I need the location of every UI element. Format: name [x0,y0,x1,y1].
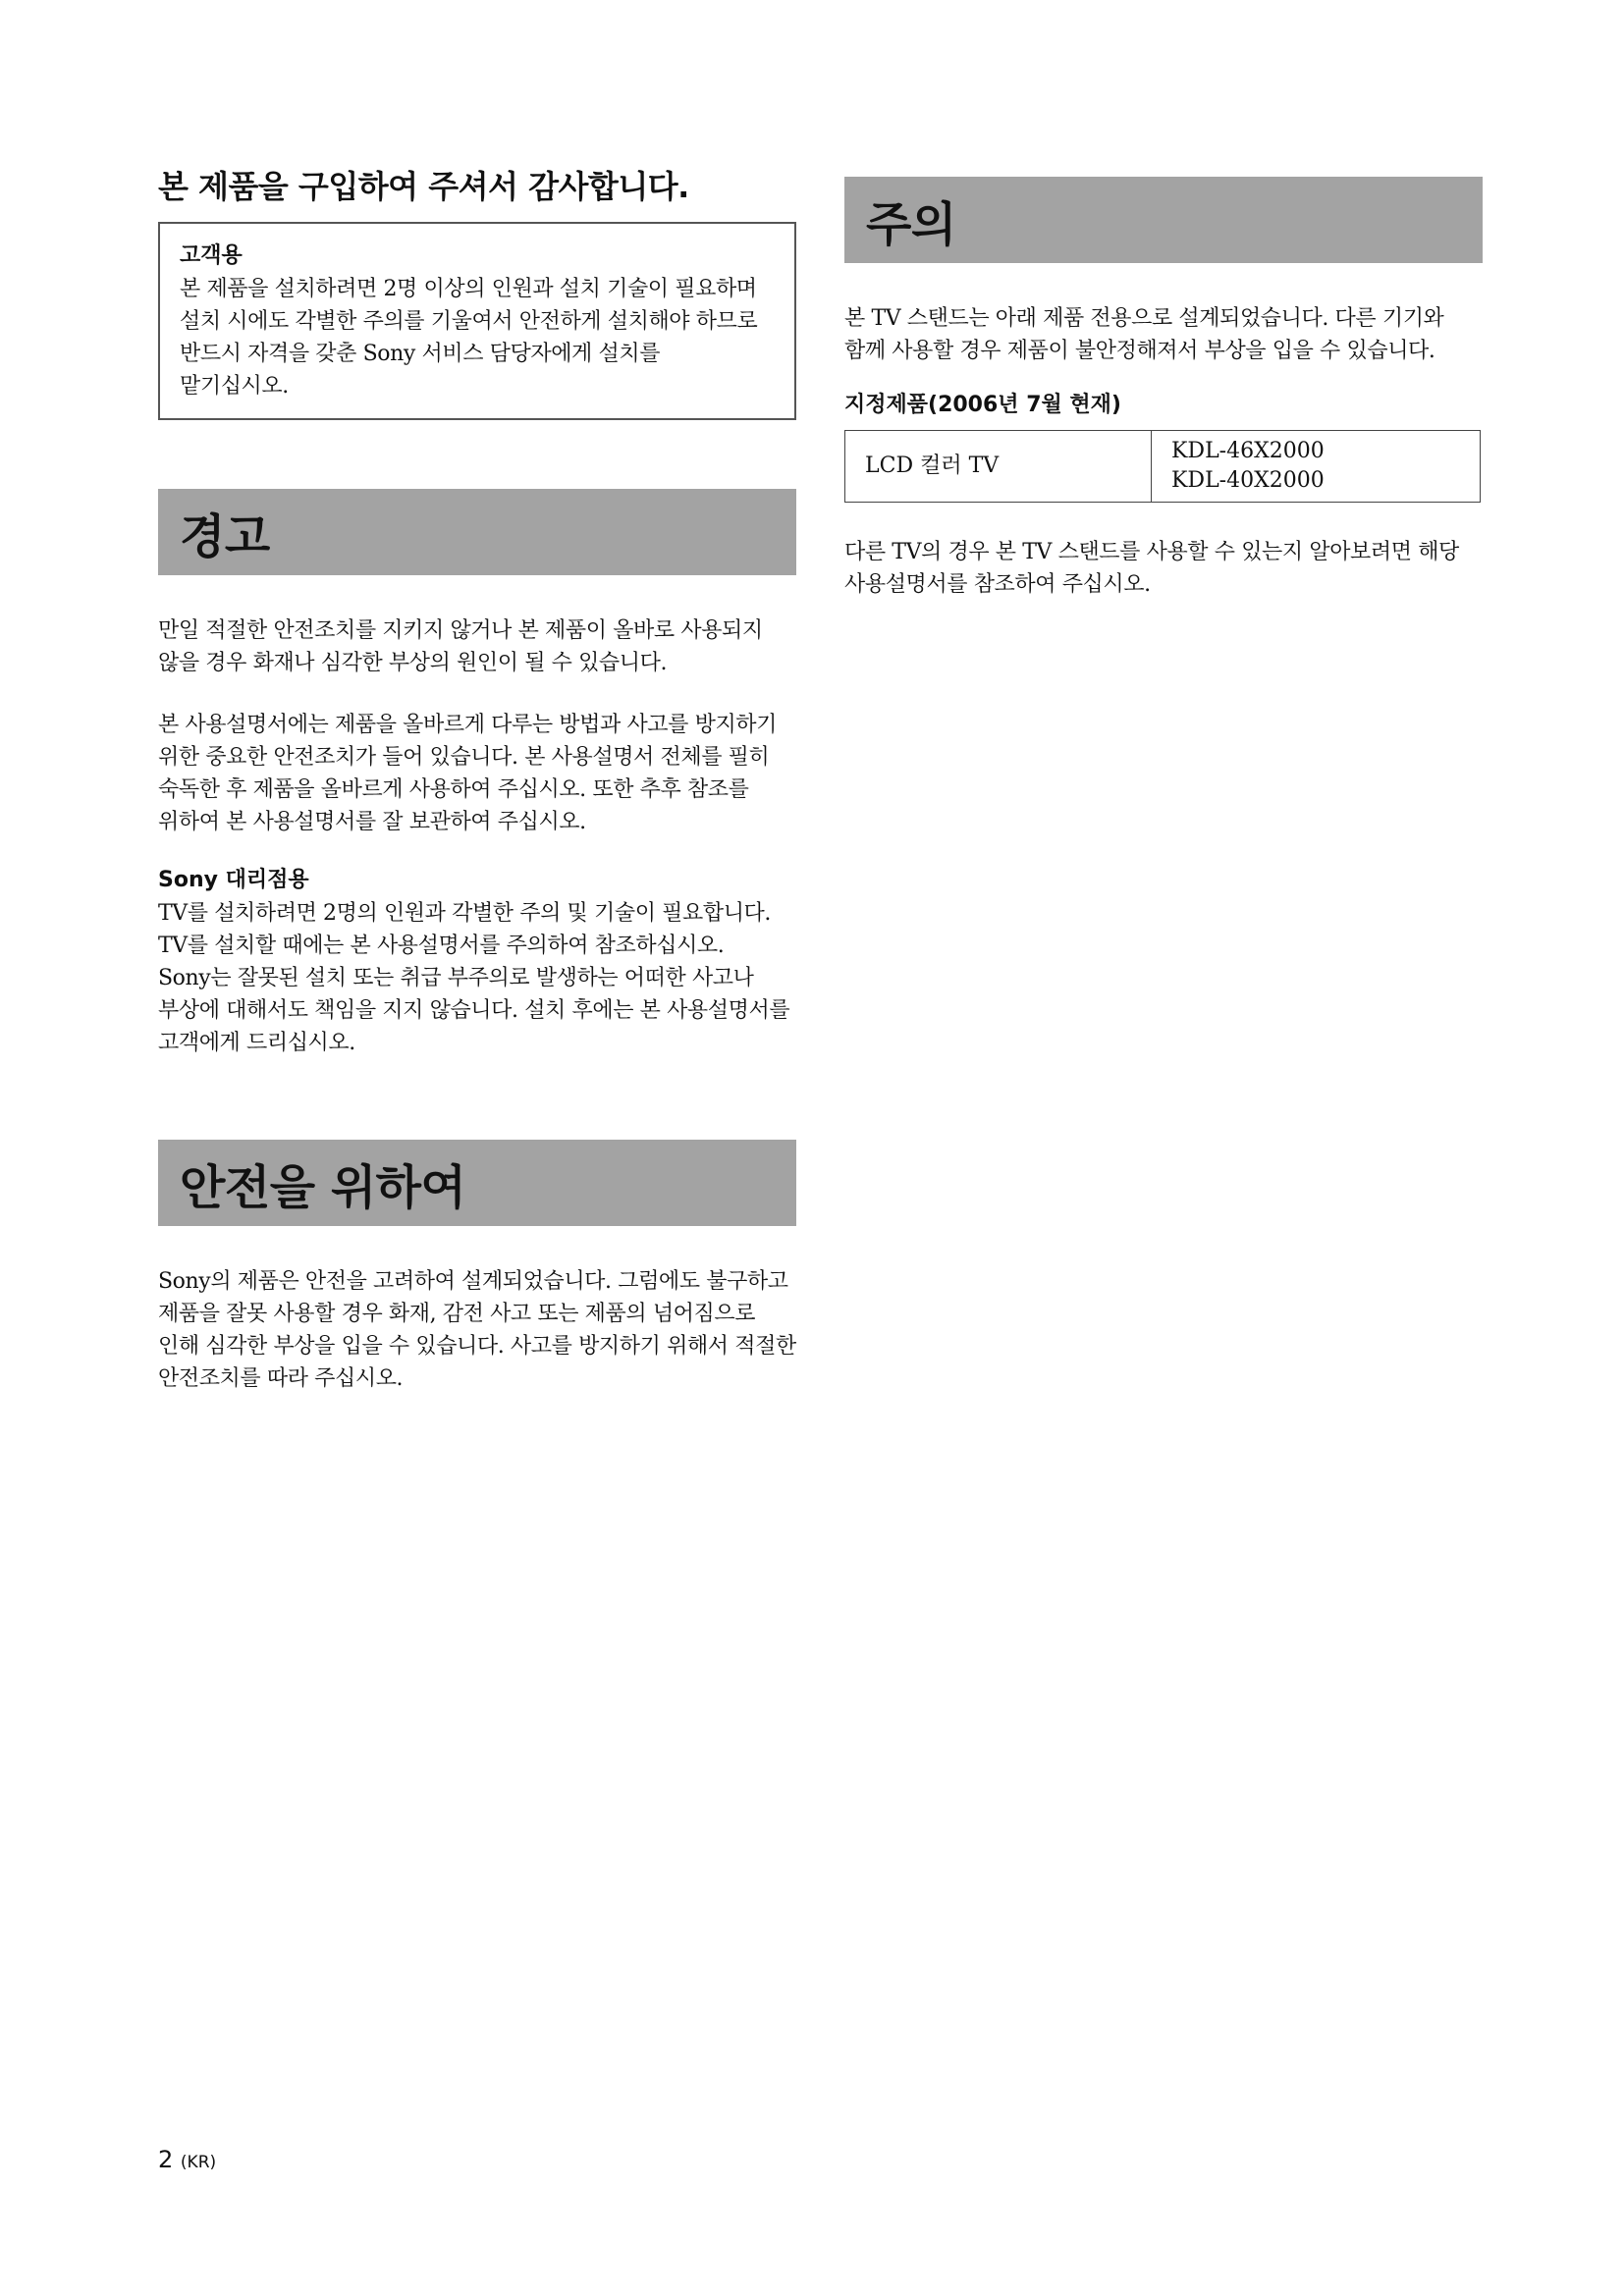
customer-box-heading: 고객용 [180,243,243,268]
caution-note: 다른 TV의 경우 본 TV 스탠드를 사용할 수 있는지 알아보려면 해당 사용설명서를 참조하여 주십시오. [844,540,1459,597]
model-name: KDL-40X2000 [1171,468,1325,493]
warning-title: 경고 [180,508,270,564]
language-code: (KR) [180,2153,217,2172]
warning-section-header [158,489,796,575]
models-heading: 지정제품(2006년 7월 현재) [844,393,1121,417]
page-number-value: 2 [158,2146,174,2173]
intro-title: 본 제품을 구입하여 주셔서 감사합니다. [158,168,689,205]
model-name: KDL-46X2000 [1171,439,1325,463]
models-cell [1152,431,1481,503]
customer-box-text: 본 제품을 설치하려면 2명 이상의 인원과 설치 기술이 필요하며 설치 시에도 각별한 주의를 기울여서 안전하게 설치해야 하므로 반드시 자격을 갖춘 Sony 서비스 담당자에게 설치를 맡기십시오. [180,277,758,399]
right-column [844,177,1483,601]
dealer-text: TV를 설치하려면 2명의 인원과 각별한 주의 및 기술이 필요합니다. TV를 설치할 때에는 본 사용설명서를 주의하여 참조하십시오. Sony는 잘못된 설치 또는 취급 부주의로 발생하는 어떠한 사고나 부상에 대해서도 책임을 지지 않습니다. 설치 후에는 본 사용설명서를 고객에게 드리십시오. [158,901,790,1055]
product-cell: LCD 컬러 TV [845,431,1152,503]
left-column [158,167,796,1395]
dealer-heading: Sony 대리점용 [158,868,309,892]
warning-paragraph-2: 본 사용설명서에는 제품을 올바르게 다루는 방법과 사고를 방지하기 위한 중요한 안전조치가 들어 있습니다. 본 사용설명서 전체를 필히 숙독한 후 제품을 올바르게 사용하여 주십시오. 또한 추후 참조를 위하여 본 사용설명서를 잘 보관하여 주십시오. [158,713,778,834]
caution-text: 본 TV 스탠드는 아래 제품 전용으로 설계되었습니다. 다른 기기와 함께 사용할 경우 제품이 불안정해져서 부상을 입을 수 있습니다. [844,306,1444,363]
safety-title: 안전을 위하여 [180,1159,466,1215]
models-table [844,430,1481,503]
customer-notice-box [158,222,796,420]
page-number [158,2146,216,2173]
warning-paragraph-1: 만일 적절한 안전조치를 지키지 않거나 본 제품이 올바로 사용되지 않을 경우 화재나 심각한 부상의 원인이 될 수 있습니다. [158,618,763,675]
safety-section-header [158,1140,796,1226]
safety-text: Sony의 제품은 안전을 고려하여 설계되었습니다. 그럼에도 불구하고 제품을 잘못 사용할 경우 화재, 감전 사고 또는 제품의 넘어짐으로 인해 심각한 부상을 입을 수 있습니다. 사고를 방지하기 위해서 적절한 안전조치를 따라 주십시오. [158,1269,796,1391]
caution-section-header [844,177,1483,263]
table-row [845,431,1481,503]
caution-title: 주의 [866,196,956,252]
